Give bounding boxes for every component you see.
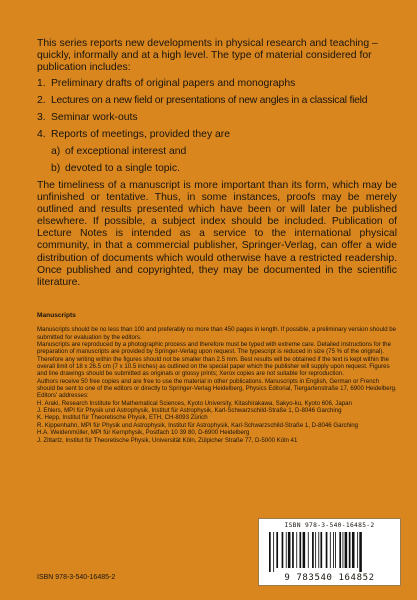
editor-address: H.A. Weidenmüller, MPI für Kernphysik, Postfach 10 39 80, D-6900 Heidelberg xyxy=(37,429,250,437)
editor-address: R. Kippenhahn, MPI für Physik und Astrophysik, Institut für Astrophysik, Karl-Schwarzschild-Straße 1, D-8046 Garching xyxy=(37,421,359,429)
list-subitem: a) of exceptional interest and xyxy=(51,146,187,157)
editor-address: J. Zittartz, Institut für Theoretische Physik, Universität Köln, Zülpicher Straße 77, D-5000 Köln 41 xyxy=(37,436,298,444)
barcode-bar xyxy=(296,532,297,568)
intro-lead: This series reports new developments in physical research and teaching – quickly, informally and at a high level. The type of material considered for publication includes: xyxy=(37,38,378,73)
editor-address: K. Hepp, Institut für Theoretische Physik, ETH, CH-8093 Zürich xyxy=(37,414,208,422)
barcode-bar xyxy=(357,532,358,568)
manuscripts-heading: Manuscripts xyxy=(37,312,76,319)
barcode-bar xyxy=(288,532,291,568)
barcode-bar xyxy=(320,532,322,568)
barcode-bar xyxy=(326,532,328,568)
editor-address: H. Araki, Research Institute for Mathematical Sciences, Kyoto University, Kitashirakawa, Sakyo-ku, Kyoto 606, Japan xyxy=(37,399,352,407)
list-item: 4. Reports of meetings, provided they are xyxy=(37,129,231,140)
material-list xyxy=(37,78,397,180)
manuscripts-paragraph: Manuscripts are reproduced by a photographic process and therefore must be typed with extreme care. Detailed instructions for the preparation of manuscripts are provided by Springer-Verlag upon request. The typescript is reduced in size (75 % of the original). Therefore any writing within the figures should not be smaller than 2.5 mm. Best results will be obtained if the text is kept within the overall limit of 18 x 26.5 cm (7 x 10.5 inches) as outlined on the special paper which the publisher will supply upon request. Figures and line drawings should be submitted as originals or glossy prints; Xerox copies are not suitable for reproduction. xyxy=(37,341,391,378)
barcode-bar xyxy=(343,532,344,568)
barcode-bar xyxy=(273,532,274,572)
list-item: 1. Preliminary drafts of original papers and monographs xyxy=(37,78,296,89)
isbn-footer: ISBN 978-3-540-16485-2 xyxy=(37,574,116,581)
barcode-bar xyxy=(333,532,334,568)
barcode-bar xyxy=(359,532,362,572)
barcode-digits: 9 783540 164852 xyxy=(284,573,375,583)
list-item: 3. Seminar work-outs xyxy=(37,112,138,123)
barcode-bar xyxy=(318,532,319,568)
barcode-bar xyxy=(330,532,331,568)
barcode-bar xyxy=(315,532,316,568)
list-subitem: b) devoted to a single topic. xyxy=(51,163,180,174)
manuscripts-section xyxy=(37,312,397,444)
barcode-bar xyxy=(339,532,341,568)
barcode-graphic xyxy=(267,532,394,572)
barcode-bar xyxy=(349,532,351,568)
barcode-isbn: ISBN 978-3-540-16485-2 xyxy=(284,522,375,529)
barcode-bar xyxy=(352,532,355,568)
barcode-bar xyxy=(282,532,284,568)
barcode-bar xyxy=(335,532,336,568)
barcode-bar xyxy=(308,532,309,568)
barcode-bar xyxy=(303,532,306,568)
barcode-bar xyxy=(269,532,271,572)
barcode-bar xyxy=(299,532,301,568)
barcode-bar xyxy=(286,532,287,568)
barcode-bar xyxy=(276,532,278,568)
editors-label: Editors' addresses: xyxy=(37,392,89,400)
barcode-label xyxy=(258,518,401,586)
editor-address: J. Ehlers, MPI für Physik und Astrophysik, Institut für Astrophysik, Karl-Schwarzschild-Straße 1, D-8046 Garching xyxy=(37,407,342,415)
timeliness-paragraph: The timeliness of a manuscript is more important than its form, which may be unfinished or tentative. Thus, in some instances, proofs may be merely outlined and results presented which have been or will later be published elsewhere. If possible, a subject index should be included. Publication of Lecture Notes is intended as a service to the international physical community, in that a commercial publisher, Springer-Verlag, can offer a wide distribution of documents which would otherwise have a restricted readership. Once published and copyrighted, they may be documented in the scientific literature. xyxy=(37,180,397,288)
barcode-bar xyxy=(292,532,294,568)
barcode-bar xyxy=(345,532,348,568)
series-description xyxy=(37,38,397,180)
barcode-bar xyxy=(312,532,314,568)
list-item: 2. Lectures on a new field or presentations of new angles in a classical field xyxy=(37,95,368,106)
manuscripts-paragraph: Authors receive 50 free copies and are free to use the material in other publications. Manuscripts in English, German or French should be sent to one of the editors or directly to Springer-Verlag Heidelberg, Physics Editorial, Tiergartenstraße 17, 6900 Heidelberg. xyxy=(37,377,397,393)
manuscripts-paragraph: Manuscripts should be no less than 100 and preferably no more than 450 pages in length. If possible, a preliminary version should be submitted for evaluation by the editors. xyxy=(37,326,397,341)
